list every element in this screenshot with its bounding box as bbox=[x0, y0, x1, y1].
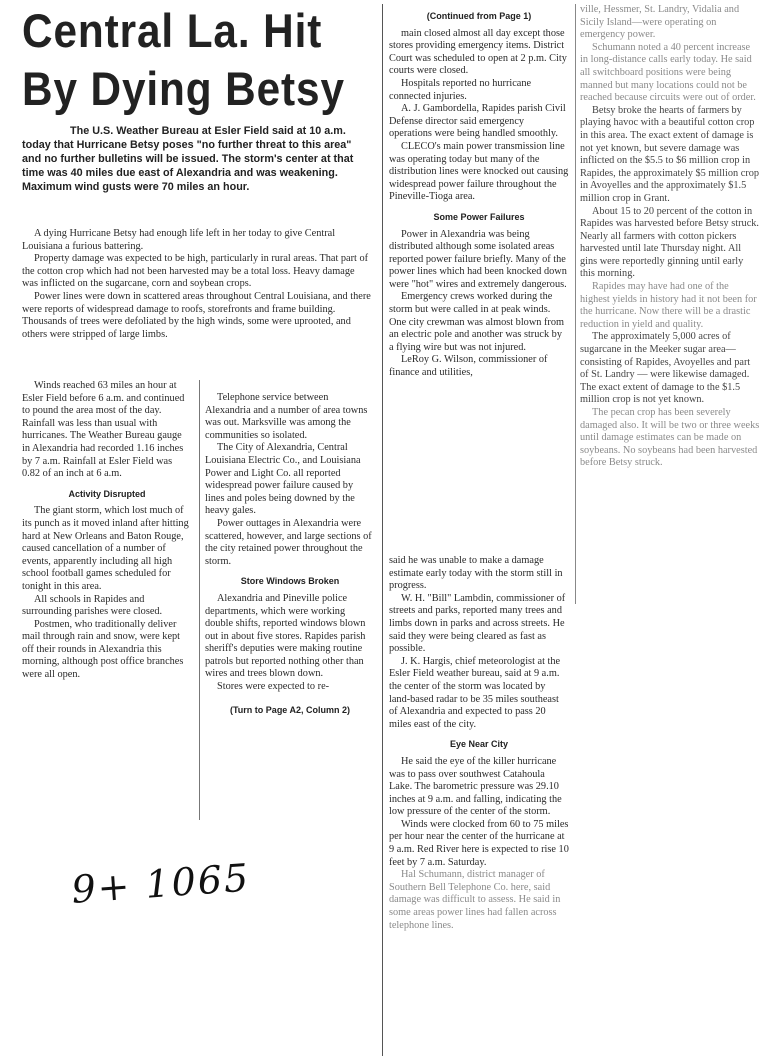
paragraph: The City of Alexandria, Central Louisiana Electric Co., and Louisiana Power and Light Co. all reported widespread power failure caused by lines and poles being downed by the heavy gales. bbox=[205, 442, 361, 517]
subhead-some-power-failures: Some Power Failures bbox=[433, 211, 525, 222]
column-1 bbox=[22, 380, 192, 682]
paragraph: CLECO's main power transmission line was operating today but many of the distribution lines were knocked out causing widespread power failure throughout the Pineville-Tioga area. bbox=[389, 140, 569, 203]
paragraph: W. H. "Bill" Lambdin, commissioner of streets and parks, reported many trees and limbs down in parks and across streets. He said they were being cleared as fast as possible. bbox=[389, 592, 566, 655]
paragraph: Property damage was expected to be high, particularly in rural areas. That part of the cotton crop which had not been harvested may be a total loss. Heavy damage was inflicted on the sugarcane, corn and soybean crops. bbox=[22, 253, 369, 290]
paragraph: Winds reached 63 miles an hour at Esler Field before 6 a.m. and continued to pound the area most of the day. Rainfall was less than usual with hurricanes. The Weather Bureau gauge in Alexandria had recorded 1.16 inches by 7 a.m. Rainfall at Esler Field was 0.82 of an inch at 6 a.m. bbox=[22, 380, 185, 480]
column-4 bbox=[580, 4, 760, 470]
subhead-eye-near-city: Eye Near City bbox=[449, 739, 509, 750]
headline-line-1: Central La. Hit bbox=[22, 4, 323, 57]
paragraph: A. J. Gambordella, Rapides parish Civil Defense director said emergency operations were being handled smoothly. bbox=[389, 103, 566, 140]
paragraph: Telephone service between Alexandria and a number of area towns was out. Marksville was among the communities so isolated. bbox=[205, 392, 368, 441]
paragraph: said he was unable to make a damage estimate early today with the storm still in progress. bbox=[389, 555, 563, 592]
paragraph: main closed almost all day except those stores providing emergency items. District Court was scheduled to open at 2 p.m. City courts were closed. bbox=[389, 27, 567, 77]
paragraph: All schools in Rapides and surrounding parishes were closed. bbox=[22, 593, 163, 618]
lead-text: The U.S. Weather Bureau at Esler Field said at 10 a.m. today that Hurricane Betsy poses "no further threat to this area" and no further bulletins will be issued. The storm's center at that time was 40 miles due east of Alexandria and was weakening. Maximum wind gusts were 70 miles an hour. bbox=[22, 125, 354, 193]
column-rule-1 bbox=[382, 4, 383, 1056]
paragraph: ville, Hessmer, St. Landry, Vidalia and Sicily Island—were operating on emergency power. bbox=[580, 4, 740, 41]
column-rule-3 bbox=[575, 4, 576, 604]
paragraph: Alexandria and Pineville police departments, which were working double shifts, reported windows blown out in about five stores. Rapides parish sheriff's deputies were making routine patrols but reported nothing other than wires and trees blown down. bbox=[205, 592, 366, 680]
paragraph: The pecan crop has been severely damaged also. It will be two or three weeks until damage estimates can be made on soybeans. No soybeans had been harvested before Betsy struck. bbox=[580, 407, 760, 469]
lead-paragraph bbox=[22, 124, 367, 194]
paragraph: LeRoy G. Wilson, commissioner of finance and utilities, bbox=[389, 354, 548, 379]
continued-line: (Continued from Page 1) bbox=[426, 11, 532, 21]
column-3 bbox=[389, 10, 569, 380]
handwritten-note: 9+ 1065 bbox=[70, 855, 252, 912]
headline bbox=[22, 2, 345, 118]
paragraph: The giant storm, which lost much of its punch as it moved inland after hitting hard at New Orleans and Baton Rouge, caused cancellation of a number of events, apparently including all high school football games scheduled for tonight in this area. bbox=[22, 505, 189, 592]
column-3b bbox=[389, 555, 569, 932]
paragraph: A dying Hurricane Betsy had enough life left in her today to give Central Louisiana a furious battering. bbox=[22, 228, 336, 252]
jump-line: (Turn to Page A2, Column 2) bbox=[229, 704, 350, 715]
column-1-intro bbox=[22, 228, 372, 341]
paragraph: Power in Alexandria was being distributed although some isolated areas reported power failure briefly. Many of the power lines which had been knocked down were "hot" wires and extremely dangerous. bbox=[389, 228, 567, 290]
subhead-store-windows-broken: Store Windows Broken bbox=[240, 576, 340, 587]
paragraph: Power lines were down in scattered areas throughout Central Louisiana, and there were reports of widespread damage to roofs, storefronts and frame building. Thousands of trees were defoliated by the high winds, some were uprooted, and others were stripped of large limbs. bbox=[22, 290, 371, 340]
paragraph: Winds were clocked from 60 to 75 miles per hour near the center of the hurricane at 9 a.m. Red River here is expected to rise 10 feet by 7 a.m. Saturday. bbox=[389, 818, 569, 868]
paragraph: J. K. Hargis, chief meteorologist at the Esler Field weather bureau, said at 9 a.m. the center of the storm was located by land-based radar to be 35 miles southeast of Alexandria and expected to pass 20 miles east of the city. bbox=[389, 655, 561, 730]
paragraph: Stores were expected to re- bbox=[217, 681, 330, 693]
headline-line-2: By Dying Betsy bbox=[22, 62, 345, 115]
subhead-activity-disrupted: Activity Disrupted bbox=[68, 488, 146, 499]
paragraph: Schumann noted a 40 percent increase in long-distance calls early today. He said all switchboard positions were being manned but many locations could not be reached because circuits were out of order. bbox=[580, 41, 756, 104]
paragraph: Rapides may have had one of the highest yields in history had it not been for the hurricane. Now there will be a drastic reduction in yield and quality. bbox=[580, 281, 757, 330]
paragraph: Emergency crews worked during the storm but were called in at peak winds. One city crewman was almost blown from an electric pole and another was struck by a flying wire but was not injured. bbox=[389, 291, 565, 353]
paragraph: Hal Schumann, district manager of Southern Bell Telephone Co. here, said damage was difficult to assess. He said in some areas power lines had fallen across telephone lines. bbox=[389, 869, 561, 931]
paragraph: Postmen, who traditionally deliver mail through rain and snow, were kept off their rounds in Alexandria this morning, although post office branches were all open. bbox=[22, 618, 184, 681]
paragraph: Betsy broke the hearts of farmers by playing havoc with a beautiful cotton crop in this area. The exact extent of damage is not yet known, but severe damage was inflicted on the $5.5 to $6 million crop in Rapides, the approximately $5 million crop in Avoyelles and the approximately $1.5 million crop in Grant. bbox=[580, 104, 760, 204]
paragraph: About 15 to 20 percent of the cotton in Rapides was harvested before Betsy struck. Nearly all farmers with cotton pickers harvested until late Thursday night. All gins were reportedly ginning until early this morning. bbox=[580, 205, 759, 280]
paragraph: Hospitals reported no hurricane connected injuries. bbox=[389, 77, 532, 102]
column-2 bbox=[205, 392, 375, 721]
paragraph: The approximately 5,000 acres of sugarcane in the Meeker sugar area—consisting of Rapides, Avoyelles and part of St. Landry — were likewise damaged. The exact extent of damage to the $1.5 million crop is not yet known. bbox=[580, 331, 751, 406]
column-rule-2 bbox=[199, 380, 200, 820]
paragraph: He said the eye of the killer hurricane was to pass over southwest Catahoula Lake. The barometric pressure was 29.10 inches at 9 a.m. and falling, indicating the low pressure of the center of the storm. bbox=[389, 755, 562, 818]
paragraph: Power outtages in Alexandria were scattered, however, and large sections of the city retained power throughout the storm. bbox=[205, 517, 372, 567]
